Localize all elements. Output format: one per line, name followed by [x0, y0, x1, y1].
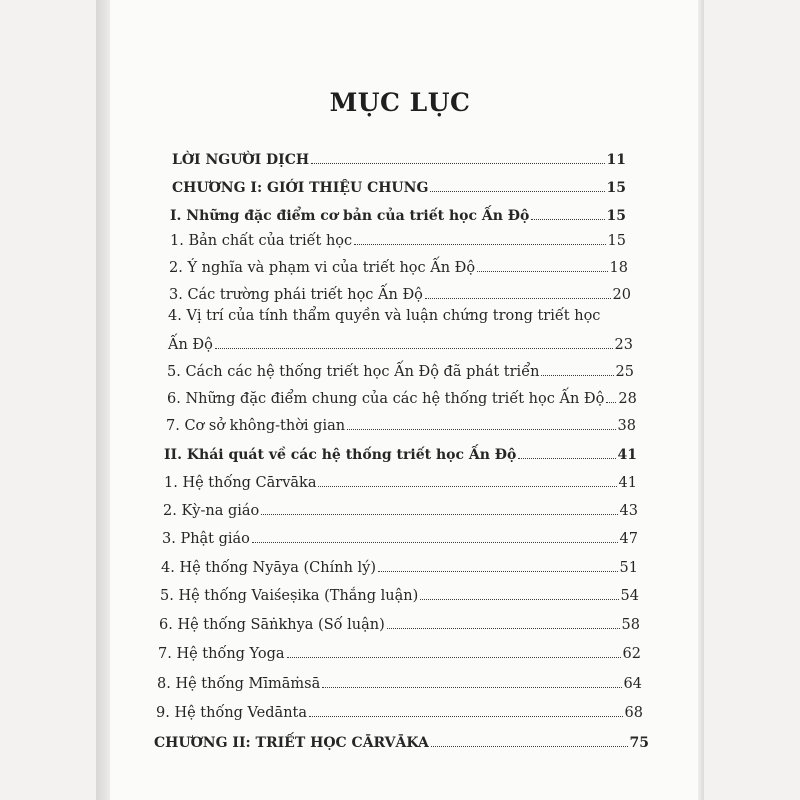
- toc-entry: [158, 642, 641, 662]
- toc-entry: [166, 414, 636, 434]
- toc-entry-page: 58: [621, 617, 640, 633]
- dot-leader: [541, 375, 613, 376]
- toc-entry-label: 5. Cách các hệ thống triết học Ấn Độ đã phát triển: [167, 364, 540, 380]
- toc-entry: [161, 556, 638, 576]
- dot-leader: [477, 271, 607, 272]
- toc-entry-label: 1. Bản chất của triết học: [170, 233, 353, 249]
- toc-entry-label-line1: 4. Vị trí của tính thẩm quyền và luận chứng trong triết học: [168, 308, 601, 324]
- toc-entry-label: 3. Các trường phái triết học Ấn Độ: [169, 287, 423, 303]
- dot-leader: [518, 458, 615, 459]
- toc-entry: [162, 527, 638, 547]
- dot-leader: [261, 514, 617, 515]
- dot-leader: [318, 486, 616, 487]
- toc-entry-label: 5. Hệ thống Vaiśeṣika (Thắng luận): [160, 588, 419, 604]
- toc-entry-label: 9. Hệ thống Vedānta: [156, 705, 308, 721]
- toc-entry: [154, 731, 649, 751]
- toc-entry: [164, 471, 637, 491]
- toc-entry-label: 4. Hệ thống Nyāya (Chính lý): [161, 560, 377, 576]
- dot-leader: [378, 571, 618, 572]
- toc-entry-page: 75: [629, 735, 649, 751]
- toc-entry-page: 25: [615, 364, 634, 380]
- toc-entry-page: 11: [606, 152, 626, 168]
- dot-leader: [347, 429, 615, 430]
- toc-entry-label: CHƯƠNG II: TRIẾT HỌC CĀRVĀKA: [154, 735, 429, 751]
- toc-entry: [156, 701, 643, 721]
- dot-leader: [287, 657, 621, 658]
- toc-entry-page: 43: [619, 503, 638, 519]
- toc-entry-page: 62: [622, 646, 641, 662]
- toc-entry: [170, 229, 626, 249]
- toc-entry-page: 41: [618, 475, 637, 491]
- toc-entry-page: 15: [607, 233, 626, 249]
- toc-entry-label: CHƯƠNG I: GIỚI THIỆU CHUNG: [172, 180, 429, 196]
- toc-entry-page: 15: [606, 180, 626, 196]
- toc-entry: [167, 360, 634, 380]
- toc-entry-label: 6. Hệ thống Sāṅkhya (Số luận): [159, 617, 385, 633]
- dot-leader: [606, 402, 616, 403]
- toc-entry: [170, 204, 626, 224]
- dot-leader: [430, 191, 604, 192]
- dot-leader: [215, 348, 613, 349]
- toc-entry-page: 51: [619, 560, 638, 576]
- toc-entry: [169, 256, 628, 276]
- toc-entry-page: 28: [618, 391, 637, 407]
- dot-leader: [309, 716, 623, 717]
- dot-leader: [431, 746, 628, 747]
- toc-entry-page: 20: [612, 287, 631, 303]
- toc-entry-page: 23: [614, 337, 633, 353]
- toc-entry-label: 1. Hệ thống Cārvāka: [164, 475, 317, 491]
- dot-leader: [387, 628, 620, 629]
- toc-entry: [169, 283, 631, 303]
- dot-leader: [531, 219, 604, 220]
- toc-entry: [164, 443, 637, 463]
- toc-entry: [160, 584, 639, 604]
- dot-leader: [322, 687, 621, 688]
- toc-entry-page: 47: [619, 531, 638, 547]
- toc-entry-label: 2. Ý nghĩa và phạm vi của triết học Ấn Độ: [169, 260, 476, 276]
- toc-entry: [168, 333, 633, 353]
- toc-entry-page: 64: [623, 676, 642, 692]
- dot-leader: [425, 298, 611, 299]
- toc-entry: [172, 176, 626, 196]
- toc-entry: [167, 387, 636, 407]
- dot-leader: [252, 542, 618, 543]
- toc-entry-label: 7. Hệ thống Yoga: [158, 646, 285, 662]
- dot-leader: [311, 163, 604, 164]
- toc-entry: [172, 148, 626, 168]
- toc-title: MỤC LỤC: [329, 88, 471, 117]
- toc-entry-label: 3. Phật giáo: [162, 531, 250, 547]
- toc-entry-page: 54: [620, 588, 639, 604]
- toc-entry-label: Ấn Độ: [168, 337, 213, 353]
- toc-entry-page: 15: [606, 208, 626, 224]
- toc-entry-label: II. Khái quát về các hệ thống triết học Ấn Độ: [164, 447, 517, 463]
- toc-entry-page: 41: [617, 447, 637, 463]
- dot-leader: [354, 244, 605, 245]
- toc-entry-page: 38: [617, 418, 636, 434]
- toc-entry: [163, 499, 638, 519]
- toc-entry-label: 6. Những đặc điểm chung của các hệ thống triết học Ấn Độ: [167, 391, 605, 407]
- toc-entry-label: 2. Kỳ-na giáo: [163, 503, 260, 519]
- toc-entry: [159, 613, 640, 633]
- toc-entry-page: 68: [624, 705, 643, 721]
- dot-leader: [420, 599, 618, 600]
- toc-entry-page: 18: [609, 260, 628, 276]
- toc-entry: [157, 672, 642, 692]
- toc-entry-label: LỜI NGƯỜI DỊCH: [172, 152, 310, 168]
- toc-entry-label: 7. Cơ sở không-thời gian: [166, 418, 346, 434]
- toc-entry-label: 8. Hệ thống Mīmāṁsā: [157, 676, 321, 692]
- toc-entry-label: I. Những đặc điểm cơ bản của triết học Ấn Độ: [170, 208, 530, 224]
